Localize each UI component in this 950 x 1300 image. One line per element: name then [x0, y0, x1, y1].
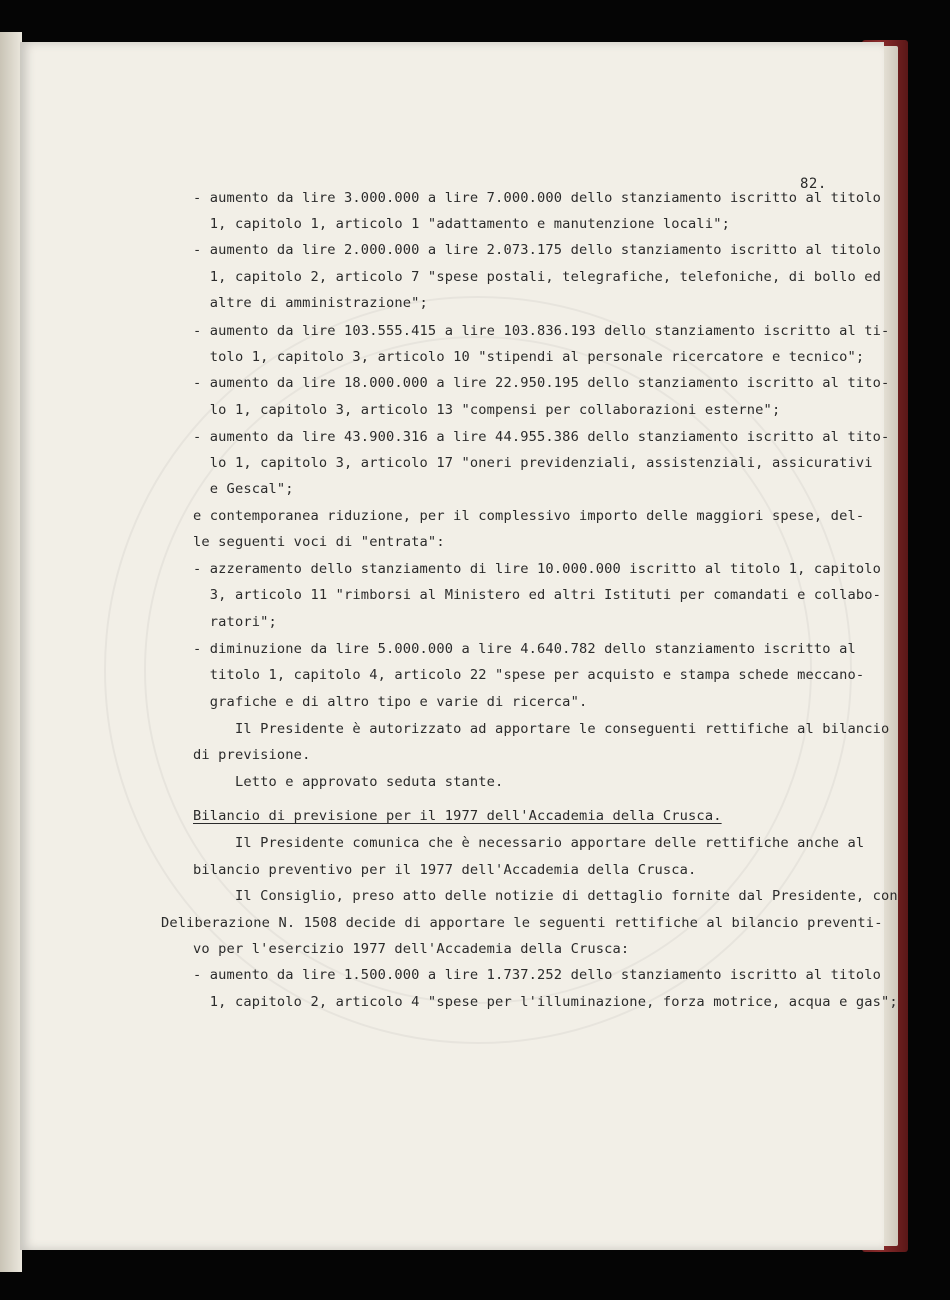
- text-line: tolo 1, capitolo 3, articolo 10 "stipendi al personale ricercatore e tecnico";: [193, 349, 865, 365]
- text-line: 1, capitolo 1, articolo 1 "adattamento e manutenzione locali";: [193, 216, 730, 232]
- text-line: - aumento da lire 18.000.000 a lire 22.950.195 dello stanziamento iscritto al tito-: [193, 375, 890, 391]
- text-line: - aumento da lire 3.000.000 a lire 7.000.000 dello stanziamento iscritto al titolo: [193, 190, 882, 206]
- text-line: di previsione.: [193, 747, 311, 763]
- text-line: 3, articolo 11 "rimborsi al Ministero ed altri Istituti per comandati e collabo-: [193, 587, 882, 603]
- text-line: ratori";: [193, 614, 277, 630]
- text-line: - aumento da lire 103.555.415 a lire 103.836.193 dello stanziamento iscritto al ti-: [193, 323, 890, 339]
- text-line: Letto e approvato seduta stante.: [193, 774, 504, 790]
- text-line: lo 1, capitolo 3, articolo 17 "oneri previdenziali, assistenziali, assicurativi: [193, 455, 873, 471]
- text-line: Il Presidente comunica che è necessario apportare delle rettifiche anche al: [193, 835, 865, 851]
- text-line: Il Presidente è autorizzato ad apportare le conseguenti rettifiche al bilancio: [193, 721, 890, 737]
- text-line: 1, capitolo 2, articolo 7 "spese postali, telegrafiche, telefoniche, di bollo ed: [193, 269, 882, 285]
- text-line: 1, capitolo 2, articolo 4 "spese per l'illuminazione, forza motrice, acqua e gas";: [193, 994, 898, 1010]
- text-line: le seguenti voci di "entrata":: [193, 534, 445, 550]
- text-line: - aumento da lire 2.000.000 a lire 2.073.175 dello stanziamento iscritto al titolo: [193, 242, 882, 258]
- document-page: [20, 42, 898, 1250]
- text-line: - azzeramento dello stanziamento di lire 10.000.000 iscritto al titolo 1, capitolo: [193, 561, 882, 577]
- text-line: titolo 1, capitolo 4, articolo 22 "spese per acquisto e stampa schede meccano-: [193, 667, 865, 683]
- text-line: altre di amministrazione";: [193, 295, 428, 311]
- text-line: - diminuzione da lire 5.000.000 a lire 4.640.782 dello stanziamento iscritto al: [193, 641, 856, 657]
- text-line: grafiche e di altro tipo e varie di ricerca".: [193, 694, 588, 710]
- page-number: 82.: [800, 176, 827, 192]
- text-line: vo per l'esercizio 1977 dell'Accademia della Crusca:: [193, 941, 630, 957]
- text-line: e Gescal";: [193, 481, 294, 497]
- text-line: Il Consiglio, preso atto delle notizie di dettaglio fornite dal Presidente, con: [193, 888, 898, 904]
- text-line: Deliberazione N. 1508 decide di apportare le seguenti rettifiche al bilancio preventi-: [161, 915, 883, 931]
- text-line: - aumento da lire 43.900.316 a lire 44.955.386 dello stanziamento iscritto al tito-: [193, 429, 890, 445]
- text-line: - aumento da lire 1.500.000 a lire 1.737.252 dello stanziamento iscritto al titolo: [193, 967, 882, 983]
- text-line: bilancio preventivo per il 1977 dell'Accademia della Crusca.: [193, 862, 697, 878]
- facing-page-edge: [0, 32, 22, 1272]
- text-line: lo 1, capitolo 3, articolo 13 "compensi per collaborazioni esterne";: [193, 402, 781, 418]
- section-heading: Bilancio di previsione per il 1977 dell'Accademia della Crusca.: [193, 808, 722, 824]
- text-line: e contemporanea riduzione, per il complessivo importo delle maggiori spese, del-: [193, 508, 865, 524]
